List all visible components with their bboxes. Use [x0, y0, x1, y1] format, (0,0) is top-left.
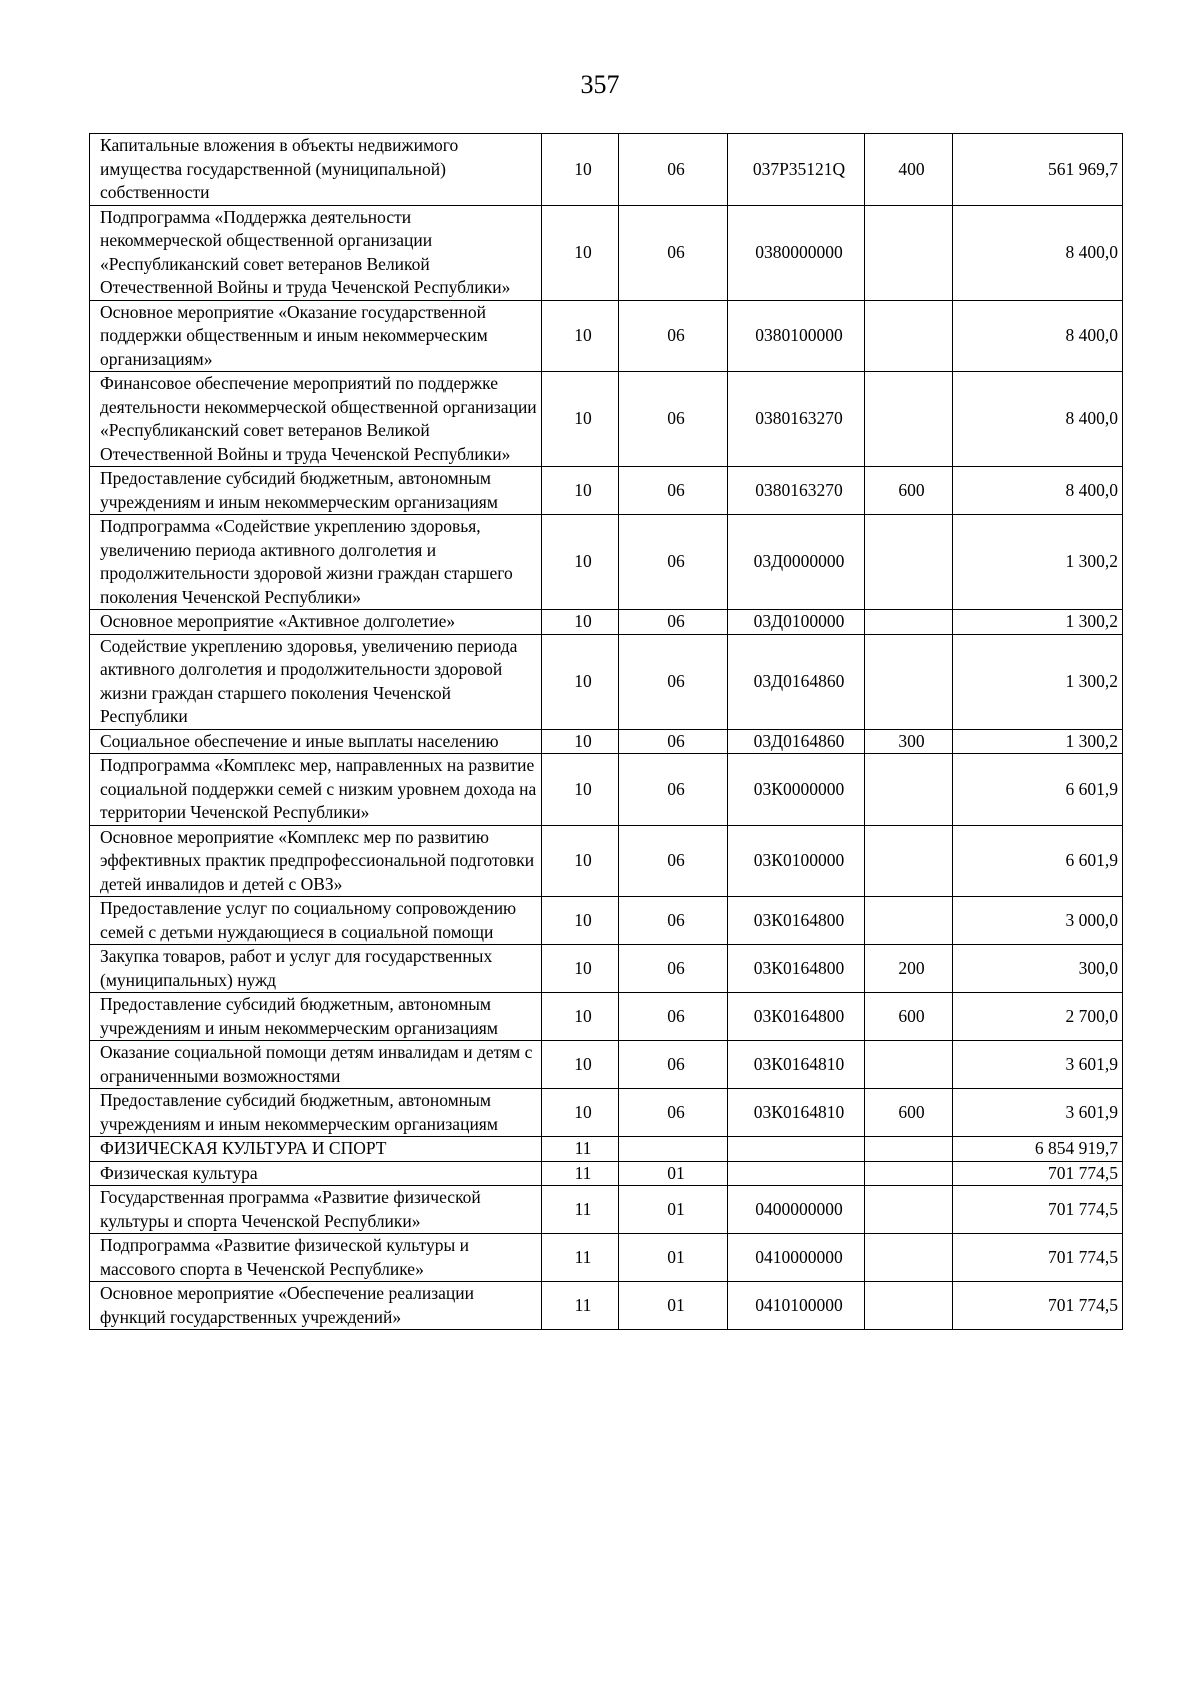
expense-type-code [865, 1041, 953, 1089]
expense-type-code [865, 1137, 953, 1162]
target-article-code: 03К0000000 [728, 754, 865, 826]
target-article-code: 03К0164810 [728, 1041, 865, 1089]
expense-type-code: 600 [865, 467, 953, 515]
expense-type-code [865, 1234, 953, 1282]
section-code: 10 [542, 372, 619, 467]
row-name: Основное мероприятие «Обеспечение реализации функций государственных учреждений» [90, 1282, 542, 1330]
subsection-code: 06 [619, 515, 728, 610]
target-article-code: 03К0164800 [728, 945, 865, 993]
section-code: 10 [542, 897, 619, 945]
row-name: Основное мероприятие «Оказание государственной поддержки общественным и иным некоммерческим организациям» [90, 300, 542, 372]
subsection-code: 06 [619, 825, 728, 897]
expense-type-code [865, 897, 953, 945]
subsection-code: 06 [619, 610, 728, 635]
page-number: 357 [580, 70, 620, 99]
amount: 701 774,5 [953, 1282, 1123, 1330]
amount: 300,0 [953, 945, 1123, 993]
expense-type-code [865, 205, 953, 300]
expense-type-code: 300 [865, 729, 953, 754]
subsection-code: 01 [619, 1161, 728, 1186]
amount: 8 400,0 [953, 467, 1123, 515]
row-name: Подпрограмма «Содействие укреплению здоровья, увеличению периода активного долголетия и продолжительности здоровой жизни граждан старшего поколения Чеченской Республики» [90, 515, 542, 610]
table-row [90, 897, 1123, 945]
section-code: 10 [542, 993, 619, 1041]
subsection-code: 06 [619, 300, 728, 372]
row-name: Подпрограмма «Поддержка деятельности некоммерческой общественной организации «Республиканский совет ветеранов Великой Отечественной Войны и труда Чеченской Республики» [90, 205, 542, 300]
expense-type-code: 600 [865, 1089, 953, 1137]
table-row [90, 825, 1123, 897]
table-row [90, 610, 1123, 635]
target-article-code [728, 1161, 865, 1186]
subsection-code: 06 [619, 1089, 728, 1137]
subsection-code: 01 [619, 1234, 728, 1282]
table-row [90, 372, 1123, 467]
section-code: 10 [542, 729, 619, 754]
section-code: 10 [542, 634, 619, 729]
target-article-code: 0410000000 [728, 1234, 865, 1282]
subsection-code: 06 [619, 729, 728, 754]
target-article-code: 0380163270 [728, 372, 865, 467]
table-row [90, 945, 1123, 993]
subsection-code: 06 [619, 754, 728, 826]
amount: 8 400,0 [953, 300, 1123, 372]
table-row [90, 729, 1123, 754]
expense-type-code [865, 515, 953, 610]
row-name: Физическая культура [90, 1161, 542, 1186]
amount: 1 300,2 [953, 634, 1123, 729]
section-code: 10 [542, 610, 619, 635]
table-row [90, 515, 1123, 610]
subsection-code: 06 [619, 634, 728, 729]
target-article-code: 0410100000 [728, 1282, 865, 1330]
row-name: Закупка товаров, работ и услуг для государственных (муниципальных) нужд [90, 945, 542, 993]
target-article-code: 03К0164810 [728, 1089, 865, 1137]
row-name: Предоставление услуг по социальному сопровождению семей с детьми нуждающиеся в социальной помощи [90, 897, 542, 945]
subsection-code: 01 [619, 1282, 728, 1330]
row-name: Предоставление субсидий бюджетным, автономным учреждениям и иным некоммерческим организациям [90, 1089, 542, 1137]
expense-type-code [865, 1282, 953, 1330]
row-name: Государственная программа «Развитие физической культуры и спорта Чеченской Республики» [90, 1186, 542, 1234]
target-article-code: 03Д0000000 [728, 515, 865, 610]
amount: 3 601,9 [953, 1041, 1123, 1089]
subsection-code: 06 [619, 467, 728, 515]
amount: 3 000,0 [953, 897, 1123, 945]
subsection-code: 01 [619, 1186, 728, 1234]
subsection-code: 06 [619, 1041, 728, 1089]
row-name: Оказание социальной помощи детям инвалидам и детям с ограниченными возможностями [90, 1041, 542, 1089]
table-row [90, 300, 1123, 372]
section-code: 11 [542, 1137, 619, 1162]
row-name: ФИЗИЧЕСКАЯ КУЛЬТУРА И СПОРТ [90, 1137, 542, 1162]
table-row [90, 754, 1123, 826]
row-name: Основное мероприятие «Комплекс мер по развитию эффективных практик предпрофессиональной подготовки детей инвалидов и детей с ОВЗ» [90, 825, 542, 897]
amount: 701 774,5 [953, 1234, 1123, 1282]
row-name: Предоставление субсидий бюджетным, автономным учреждениям и иным некоммерческим организациям [90, 467, 542, 515]
amount: 1 300,2 [953, 515, 1123, 610]
target-article-code: 0380163270 [728, 467, 865, 515]
subsection-code: 06 [619, 897, 728, 945]
subsection-code: 06 [619, 945, 728, 993]
expense-type-code [865, 372, 953, 467]
section-code: 11 [542, 1282, 619, 1330]
amount: 1 300,2 [953, 610, 1123, 635]
target-article-code: 03К0100000 [728, 825, 865, 897]
table-row [90, 993, 1123, 1041]
table-row [90, 134, 1123, 206]
table-row [90, 1041, 1123, 1089]
expense-type-code: 200 [865, 945, 953, 993]
section-code: 10 [542, 515, 619, 610]
row-name: Подпрограмма «Развитие физической культуры и массового спорта в Чеченской Республике» [90, 1234, 542, 1282]
expense-type-code [865, 754, 953, 826]
amount: 8 400,0 [953, 372, 1123, 467]
expense-type-code: 400 [865, 134, 953, 206]
section-code: 10 [542, 467, 619, 515]
table-row [90, 1161, 1123, 1186]
section-code: 10 [542, 300, 619, 372]
section-code: 11 [542, 1161, 619, 1186]
section-code: 11 [542, 1234, 619, 1282]
section-code: 10 [542, 1041, 619, 1089]
section-code: 10 [542, 754, 619, 826]
row-name: Капитальные вложения в объекты недвижимого имущества государственной (муниципальной) собственности [90, 134, 542, 206]
row-name: Предоставление субсидий бюджетным, автономным учреждениям и иным некоммерческим организациям [90, 993, 542, 1041]
amount: 6 854 919,7 [953, 1137, 1123, 1162]
row-name: Подпрограмма «Комплекс мер, направленных на развитие социальной поддержки семей с низким уровнем дохода на территории Чеченской Республики» [90, 754, 542, 826]
table-row [90, 1234, 1123, 1282]
table-row [90, 1089, 1123, 1137]
subsection-code: 06 [619, 993, 728, 1041]
amount: 3 601,9 [953, 1089, 1123, 1137]
target-article-code: 03Д0164860 [728, 634, 865, 729]
budget-table-body [90, 134, 1123, 1330]
amount: 701 774,5 [953, 1161, 1123, 1186]
row-name: Содействие укреплению здоровья, увеличению периода активного долголетия и продолжительности здоровой жизни граждан старшего поколения Чеченской Республики [90, 634, 542, 729]
target-article-code: 0380000000 [728, 205, 865, 300]
table-row [90, 1137, 1123, 1162]
subsection-code: 06 [619, 372, 728, 467]
table-row [90, 1282, 1123, 1330]
budget-table [89, 133, 1123, 1330]
target-article-code: 0400000000 [728, 1186, 865, 1234]
amount: 701 774,5 [953, 1186, 1123, 1234]
table-row [90, 205, 1123, 300]
section-code: 10 [542, 1089, 619, 1137]
row-name: Социальное обеспечение и иные выплаты населению [90, 729, 542, 754]
amount: 1 300,2 [953, 729, 1123, 754]
expense-type-code [865, 1186, 953, 1234]
section-code: 10 [542, 134, 619, 206]
target-article-code [728, 1137, 865, 1162]
subsection-code: 06 [619, 205, 728, 300]
expense-type-code [865, 1161, 953, 1186]
target-article-code: 03К0164800 [728, 993, 865, 1041]
section-code: 11 [542, 1186, 619, 1234]
expense-type-code [865, 300, 953, 372]
subsection-code [619, 1137, 728, 1162]
row-name: Основное мероприятие «Активное долголетие» [90, 610, 542, 635]
subsection-code: 06 [619, 134, 728, 206]
table-row [90, 1186, 1123, 1234]
target-article-code: 03Д0164860 [728, 729, 865, 754]
section-code: 10 [542, 945, 619, 993]
expense-type-code: 600 [865, 993, 953, 1041]
section-code: 10 [542, 825, 619, 897]
table-row [90, 634, 1123, 729]
target-article-code: 0380100000 [728, 300, 865, 372]
table-row [90, 467, 1123, 515]
amount: 6 601,9 [953, 754, 1123, 826]
target-article-code: 03Д0100000 [728, 610, 865, 635]
expense-type-code [865, 825, 953, 897]
amount: 6 601,9 [953, 825, 1123, 897]
expense-type-code [865, 634, 953, 729]
amount: 561 969,7 [953, 134, 1123, 206]
amount: 2 700,0 [953, 993, 1123, 1041]
section-code: 10 [542, 205, 619, 300]
row-name: Финансовое обеспечение мероприятий по поддержке деятельности некоммерческой общественной организации «Республиканский совет ветеранов Великой Отечественной Войны и труда Чеченской Республики» [90, 372, 542, 467]
amount: 8 400,0 [953, 205, 1123, 300]
expense-type-code [865, 610, 953, 635]
target-article-code: 037P35121Q [728, 134, 865, 206]
target-article-code: 03К0164800 [728, 897, 865, 945]
